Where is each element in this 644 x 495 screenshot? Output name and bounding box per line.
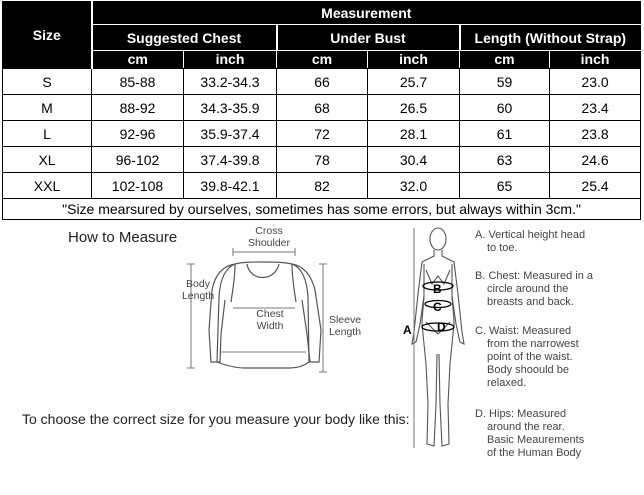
table-row — [3, 95, 641, 121]
table-cell: 82 — [277, 173, 368, 199]
chest-width-label: Chest Width — [256, 308, 284, 332]
length-header: Length (Without Strap) — [460, 25, 641, 50]
instruction-b: B. Chest: Measured in a circle around the breasts and back. — [475, 270, 594, 308]
table-cell: 72 — [277, 121, 368, 147]
unit-header: cm — [460, 50, 550, 68]
size-cell: M — [3, 95, 92, 121]
table-cell: 25.7 — [368, 69, 460, 95]
table-cell: 59 — [460, 69, 550, 95]
size-note: "Size mearsured by ourselves, sometimes has some errors, but always within 3cm." — [3, 199, 641, 220]
figure-label-c: C — [433, 300, 442, 314]
table-cell: 65 — [460, 173, 550, 199]
cross-shoulder-label: Cross Shoulder — [247, 225, 291, 249]
table-cell: 61 — [460, 121, 550, 147]
table-row — [3, 173, 641, 199]
figure-label-b: B — [433, 282, 442, 296]
table-cell: 60 — [460, 95, 550, 121]
instruction-c: C. Waist: Measured from the narrowest point of the waist. Body shoould be relaxed. — [475, 325, 579, 389]
table-row — [3, 69, 641, 95]
table-cell: 96-102 — [92, 147, 184, 173]
table-cell: 32.0 — [368, 173, 460, 199]
size-cell: S — [3, 69, 92, 95]
body-length-label: Body Length — [181, 278, 215, 302]
size-cell: L — [3, 121, 92, 147]
unit-header: inch — [184, 50, 277, 68]
size-cell: XL — [3, 147, 92, 173]
table-cell: 88-92 — [92, 95, 184, 121]
sleeve-length-label: Sleeve Length — [328, 314, 362, 338]
body-figure-diagram — [400, 224, 475, 456]
table-cell: 25.4 — [550, 173, 641, 199]
table-cell: 30.4 — [368, 147, 460, 173]
instruction-d: D. Hips: Measured around the rear. Basic Meaurements of the Human Body — [475, 408, 585, 459]
table-cell: 26.5 — [368, 95, 460, 121]
measurement-header: Measurement — [92, 2, 641, 25]
table-cell: 39.8-42.1 — [184, 173, 277, 199]
table-cell: 28.1 — [368, 121, 460, 147]
choose-size-text: To choose the correct size for you measure your body like this: — [22, 411, 410, 427]
table-cell: 37.4-39.8 — [184, 147, 277, 173]
size-header: Size — [3, 2, 92, 69]
table-cell: 35.9-37.4 — [184, 121, 277, 147]
under-bust-header: Under Bust — [277, 25, 460, 50]
table-cell: 68 — [277, 95, 368, 121]
table-cell: 102-108 — [92, 173, 184, 199]
size-cell: XXL — [3, 173, 92, 199]
table-cell: 23.4 — [550, 95, 641, 121]
table-cell: 92-96 — [92, 121, 184, 147]
unit-header: inch — [368, 50, 460, 68]
how-to-measure-title: How to Measure — [68, 229, 178, 246]
table-cell: 63 — [460, 147, 550, 173]
table-cell: 33.2-34.3 — [184, 69, 277, 95]
suggested-chest-header: Suggested Chest — [92, 25, 277, 50]
table-cell: 34.3-35.9 — [184, 95, 277, 121]
size-chart-table — [2, 1, 641, 220]
table-cell: 23.8 — [550, 121, 641, 147]
table-cell: 24.6 — [550, 147, 641, 173]
unit-header: inch — [550, 50, 641, 68]
table-row — [3, 147, 641, 173]
figure-label-d: D — [437, 320, 446, 334]
table-row — [3, 121, 641, 147]
unit-header: cm — [277, 50, 368, 68]
unit-header: cm — [92, 50, 184, 68]
table-cell: 23.0 — [550, 69, 641, 95]
table-cell: 66 — [277, 69, 368, 95]
instruction-a: A. Vertical height head to toe. — [475, 229, 586, 254]
table-cell: 78 — [277, 147, 368, 173]
figure-label-a: A — [403, 323, 412, 337]
table-cell: 85-88 — [92, 69, 184, 95]
